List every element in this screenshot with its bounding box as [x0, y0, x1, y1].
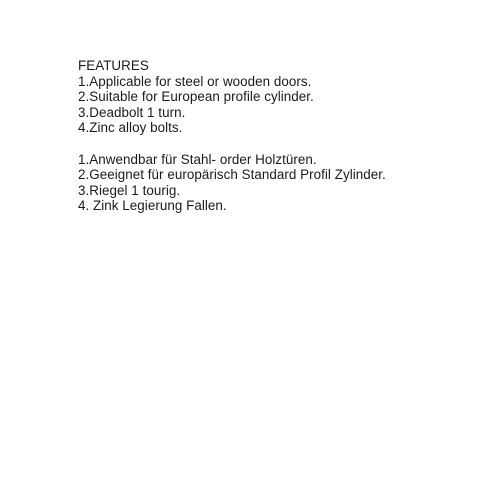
english-feature-item: 4.Zinc alloy bolts.: [78, 120, 183, 136]
section-spacer: [78, 136, 488, 152]
german-feature-item: 2.Geeignet für europärisch Standard Profil Zylinder.: [78, 167, 386, 183]
german-feature-item: 4. Zink Legierung Fallen.: [78, 198, 227, 214]
german-feature-item: 3.Riegel 1 tourig.: [78, 182, 181, 198]
english-feature-item: 2.Suitable for European profile cylinder.: [78, 89, 314, 105]
english-feature-list: [78, 74, 488, 136]
german-feature-item: 1.Anwendbar für Stahl- order Holztüren.: [78, 151, 317, 167]
german-feature-list: [78, 152, 488, 214]
english-feature-item: 3.Deadbolt 1 turn.: [78, 104, 186, 120]
features-heading: FEATURES: [78, 58, 149, 73]
english-feature-item: 1.Applicable for steel or wooden doors.: [78, 73, 312, 89]
features-document: [78, 58, 488, 214]
